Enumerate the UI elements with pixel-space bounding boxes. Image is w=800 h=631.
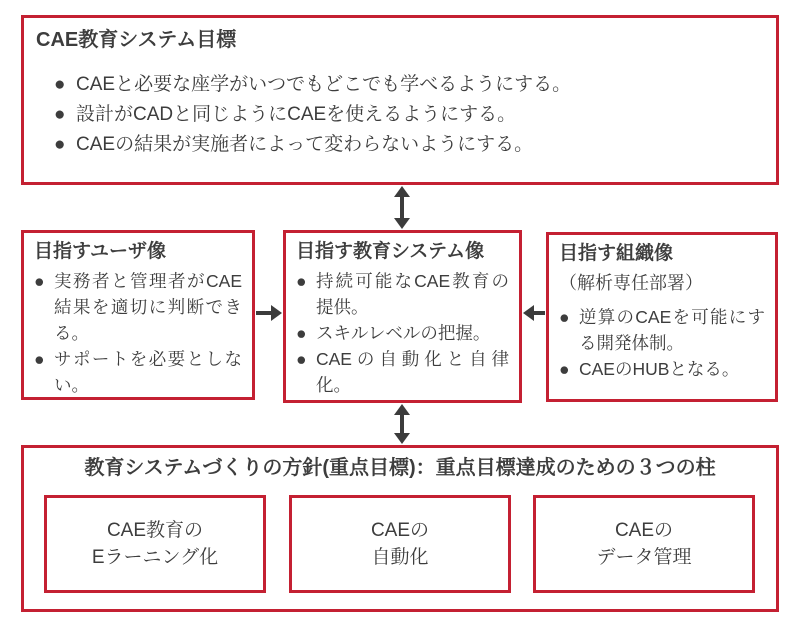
bullet-item: ● 逆算のCAEを可能にする開発体制。 xyxy=(559,304,765,356)
pillar-label-line: データ管理 xyxy=(596,547,692,568)
goal-bullet-list xyxy=(36,70,764,160)
bullet-item: ● 設計がCADと同じようにCAEを使えるようにする。 xyxy=(54,100,764,130)
arrow-head-right-icon xyxy=(271,305,282,321)
policy-box-title: 教育システムづくりの方針(重点目標)：重点目標達成のための３つの柱 xyxy=(84,457,716,479)
bullet-item: ● 実務者と管理者がCAE結果を適切に判断できる。 xyxy=(34,268,242,346)
pillar-label-line: CAEの xyxy=(614,520,674,541)
pillar-label-line: CAEの xyxy=(370,520,430,541)
goal-box-title: CAE教育システム目標 xyxy=(36,29,237,51)
pillar-automation-box xyxy=(289,495,511,593)
pillar-elearning-box xyxy=(44,495,266,593)
bullet-item: ● CAEと必要な座学がいつでもどこでも学べるようにする。 xyxy=(54,70,764,100)
organization-image-box xyxy=(546,232,778,402)
system-box-title: 目指す教育システム像 xyxy=(296,241,485,262)
org-bullet-list xyxy=(559,304,765,382)
arrow-stem xyxy=(400,194,404,221)
pillar-label-line: CAE教育の xyxy=(106,520,204,541)
org-box-subtitle: （解析専任部署） xyxy=(559,273,703,293)
right-arrow-icon xyxy=(256,305,282,321)
bullet-item: ● 持続可能なCAE教育の提供。 xyxy=(296,268,509,320)
education-system-box xyxy=(283,230,522,403)
pillar-label-line: Eラーニング化 xyxy=(91,547,219,568)
bullet-item: ● スキルレベルの把握。 xyxy=(296,320,509,346)
arrow-stem xyxy=(531,311,545,315)
bullet-item: ● CAEのHUBとなる。 xyxy=(559,356,765,382)
user-box-title: 目指すユーザ像 xyxy=(34,241,167,262)
arrow-head-down-icon xyxy=(394,218,410,229)
goal-box xyxy=(21,15,779,185)
bullet-item: ● CAEの結果が実施者によって変わらないようにする。 xyxy=(54,130,764,160)
bullet-item: ● サポートを必要としない。 xyxy=(34,346,242,398)
left-arrow-icon xyxy=(523,305,545,321)
bidirectional-arrow-icon xyxy=(394,404,410,444)
bullet-item: ● CAEの自動化と自律化。 xyxy=(296,346,509,398)
org-box-title: 目指す組織像 xyxy=(559,243,674,264)
arrow-head-down-icon xyxy=(394,433,410,444)
user-bullet-list xyxy=(34,268,242,398)
pillar-label-line: 自動化 xyxy=(371,547,429,568)
pillar-data-management-box xyxy=(533,495,755,593)
user-image-box xyxy=(21,230,255,400)
policy-box xyxy=(21,445,779,612)
system-bullet-list xyxy=(296,268,509,398)
bidirectional-arrow-icon xyxy=(394,186,410,229)
